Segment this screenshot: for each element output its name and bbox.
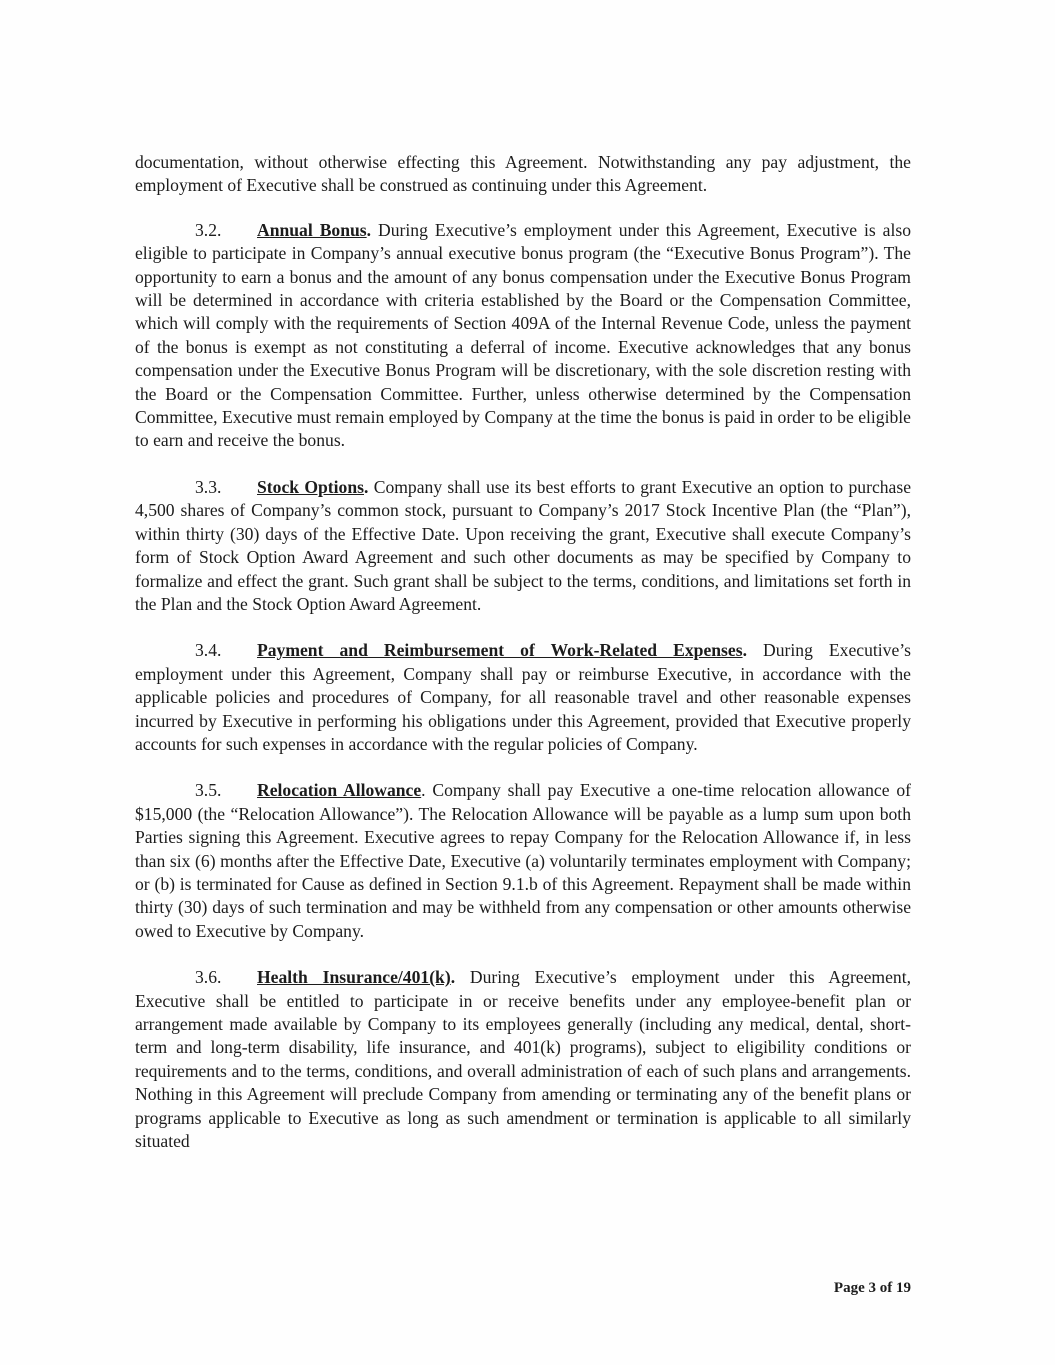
section-number: 3.4. (195, 640, 222, 661)
section-number: 3.2. (195, 219, 222, 240)
heading-period: . (366, 219, 372, 240)
section-heading: Stock Options (257, 476, 364, 497)
section-heading: Health Insurance/401(k) (257, 967, 451, 988)
section-3-5 (135, 779, 911, 943)
heading-period: . (421, 780, 426, 801)
section-heading: Annual Bonus (257, 219, 367, 240)
section-text: Company shall pay Executive a one-time relocation allowance of $15,000 (the “Relocation Allowance”). The Relocation Allowance will be payable as a lump sum upon both Parties signing this Agreement. Executive agrees to repay Company for the Relocation Allowance if, in less than six (6) months after the Effective Date, Executive (a) voluntarily terminates employment with Company; or (b) is terminated for Cause as defined in Section 9.1.b of this Agreement. Repayment shall be made within thirty (30) days of such termination and may be withheld from any compensation or other amounts otherwise owed to Executive by Company. (135, 780, 911, 941)
section-number: 3.3. (195, 476, 222, 497)
section-number: 3.6. (195, 967, 222, 988)
section-text: During Executive’s employment under this Agreement, Executive is also eligible to participate in Company’s annual executive bonus program (the “Executive Bonus Program”). The opportunity to earn a bonus and the amount of any bonus compensation under the Executive Bonus Program will be determined in accordance with criteria established by the Board or the Compensation Committee, which will comply with the requirements of Section 409A of the Internal Revenue Code, unless the payment of the bonus is exempt as not constituting a deferral of income. Executive acknowledges that any bonus compensation under the Executive Bonus Program will be discretionary, with the sole discretion resting with the Board or the Compensation Committee. Further, unless otherwise determined by the Compensation Committee, Executive must remain employed by Company at the time the bonus is paid in order to be eligible to earn and receive the bonus. (135, 219, 912, 451)
section-number: 3.5. (195, 780, 222, 801)
section-3-2 (135, 219, 911, 453)
document-body (135, 151, 911, 1176)
heading-period: . (450, 967, 456, 988)
intro-paragraph: documentation, without otherwise effecting this Agreement. Notwithstanding any pay adjustment, the employment of Executive shall be construed as continuing under this Agreement. (135, 152, 911, 196)
heading-period: . (364, 476, 369, 497)
section-3-6 (135, 966, 911, 1153)
section-3-3 (135, 476, 911, 616)
section-heading: Payment and Reimbursement of Work-Related Expenses (257, 640, 743, 661)
section-text: During Executive’s employment under this Agreement, Company shall pay or reimburse Executive, in accordance with the applicable policies and procedures of Company, for all reasonable travel and other reasonable expenses incurred by Executive in performing his obligations under this Agreement, provided that Executive properly accounts for such expenses in accordance with the regular policies of Company. (135, 640, 911, 754)
section-text: Company shall use its best efforts to grant Executive an option to purchase 4,500 shares of Company’s common stock, pursuant to Company’s 2017 Stock Incentive Plan (the “Plan”), within thirty (30) days of the Effective Date. Upon receiving the grant, Executive shall execute Company’s form of Stock Option Award Agreement and such other documents as may be specified by Company to formalize and effect the grant. Such grant shall be subject to the terms, conditions, and limitations set forth in the Plan and the Stock Option Award Agreement. (135, 476, 912, 614)
section-heading: Relocation Allowance (257, 780, 422, 801)
section-3-4 (135, 639, 911, 756)
page-number: Page 3 of 19 (833, 1280, 911, 1296)
section-text: During Executive’s employment under this Agreement, Executive shall be entitled to participate in or receive benefits under any employee-benefit plan or arrangement made available by Company to its employees generally (including any medical, dental, short-term and long-term disability, life insurance, and 401(k) programs), subject to eligibility conditions or requirements and to the terms, conditions, and overall administration of each of such plans and arrangements. Nothing in this Agreement will preclude Company from amending or terminating any of the benefit plans or programs applicable to Executive as long as such amendment or termination is applicable to all similarly situated (135, 967, 911, 1152)
heading-period: . (742, 640, 747, 661)
